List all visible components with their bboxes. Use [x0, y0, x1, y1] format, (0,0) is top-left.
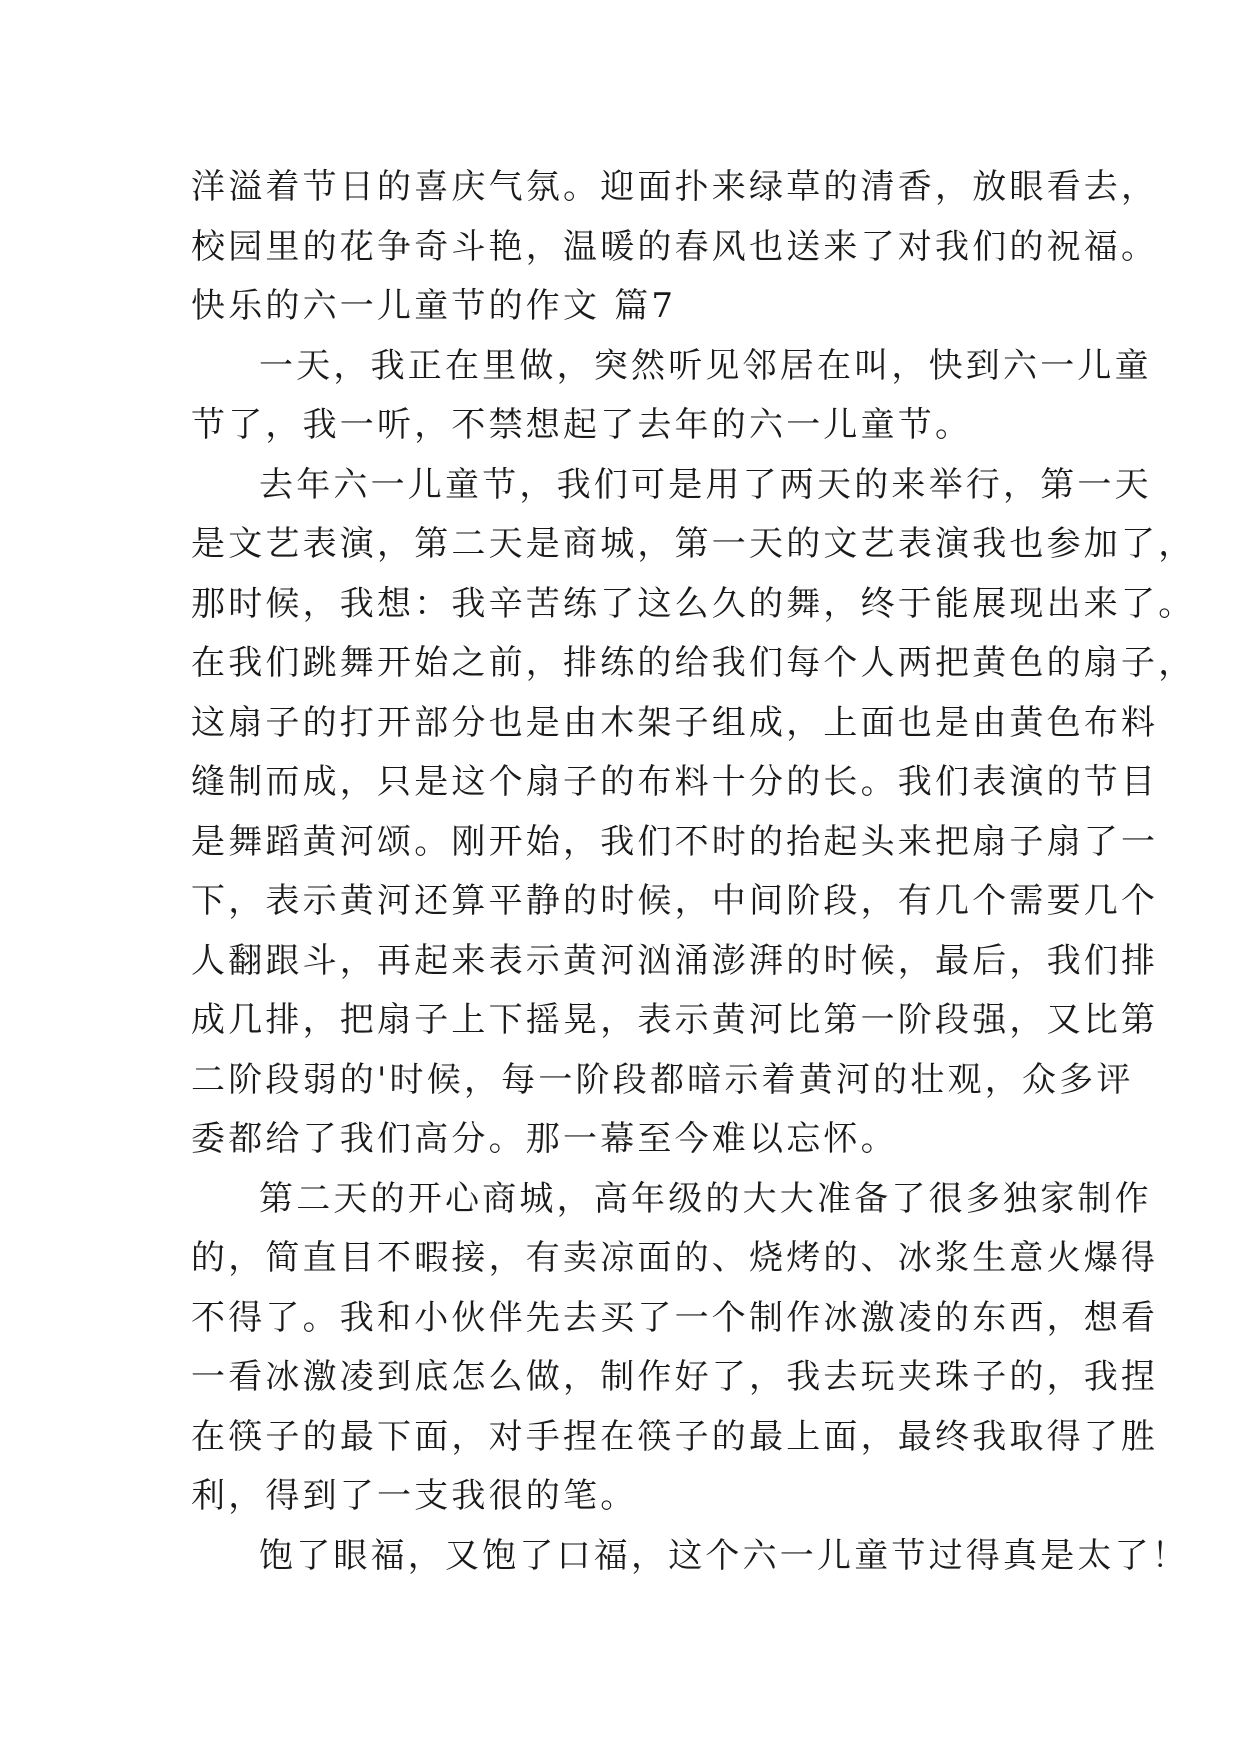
text-line: 人翻跟斗，再起来表示黄河汹涌澎湃的时候，最后，我们排: [191, 940, 1159, 981]
text-line: 下，表示黄河还算平静的时候，中间阶段，有几个需要几个: [191, 881, 1159, 921]
text-line: 一看冰激凌到底怎么做，制作好了，我去玩夹珠子的，我捏: [191, 1357, 1159, 1397]
paragraph-start: 去年六一儿童节，我们可是用了两天的来举行，第一天: [259, 464, 1152, 505]
text-line: 成几排，把扇子上下摇晃，表示黄河比第一阶段强，又比第: [191, 1000, 1159, 1040]
text-line: 校园里的花争奇斗艳，温暖的春风也送来了对我们的祝福。: [191, 226, 1159, 267]
text-line: 在我们跳舞开始之前，排练的给我们每个人两把黄色的扇子，: [191, 643, 1196, 683]
text-line: 的，简直目不暇接，有卖凉面的、烧烤的、冰浆生意火爆得: [191, 1238, 1159, 1278]
text-line: 节了，我一听，不禁想起了去年的六一儿童节。: [191, 405, 973, 445]
text-line: 那时候，我想：我辛苦练了这么久的舞，终于能展现出来了。: [191, 583, 1196, 624]
text-line: 是文艺表演，第二天是商城，第一天的文艺表演我也参加了，: [191, 524, 1196, 564]
paragraph-start: 一天，我正在里做，突然听见邻居在叫，快到六一儿童: [259, 345, 1152, 386]
paragraph-start: 饱了眼福，又饱了口福，这个六一儿童节过得真是太了！: [259, 1535, 1189, 1576]
text-line: 利，得到了一支我很的笔。: [191, 1476, 638, 1516]
essay-heading: 快乐的六一儿童节的作文 篇7: [191, 286, 677, 326]
text-line: 洋溢着节日的喜庆气氛。迎面扑来绿草的清香，放眼看去，: [191, 167, 1159, 207]
text-line: 在筷子的最下面，对手捏在筷子的最上面，最终我取得了胜: [191, 1416, 1159, 1457]
text-line: 委都给了我们高分。那一幕至今难以忘怀。: [191, 1119, 898, 1159]
paragraph-start: 第二天的开心商城，高年级的大大准备了很多独家制作: [259, 1178, 1152, 1219]
text-line: 不得了。我和小伙伴先去买了一个制作冰激凌的东西，想看: [191, 1297, 1159, 1338]
text-line: 是舞蹈黄河颂。刚开始，我们不时的抬起头来把扇子扇了一: [191, 821, 1159, 862]
text-line: 这扇子的打开部分也是由木架子组成，上面也是由黄色布料: [191, 702, 1159, 743]
text-line: 二阶段弱的'时候，每一阶段都暗示着黄河的壮观，众多评: [191, 1059, 1134, 1100]
essay-body: [191, 158, 1196, 1586]
text-line: 缝制而成，只是这个扇子的布料十分的长。我们表演的节目: [191, 762, 1159, 802]
